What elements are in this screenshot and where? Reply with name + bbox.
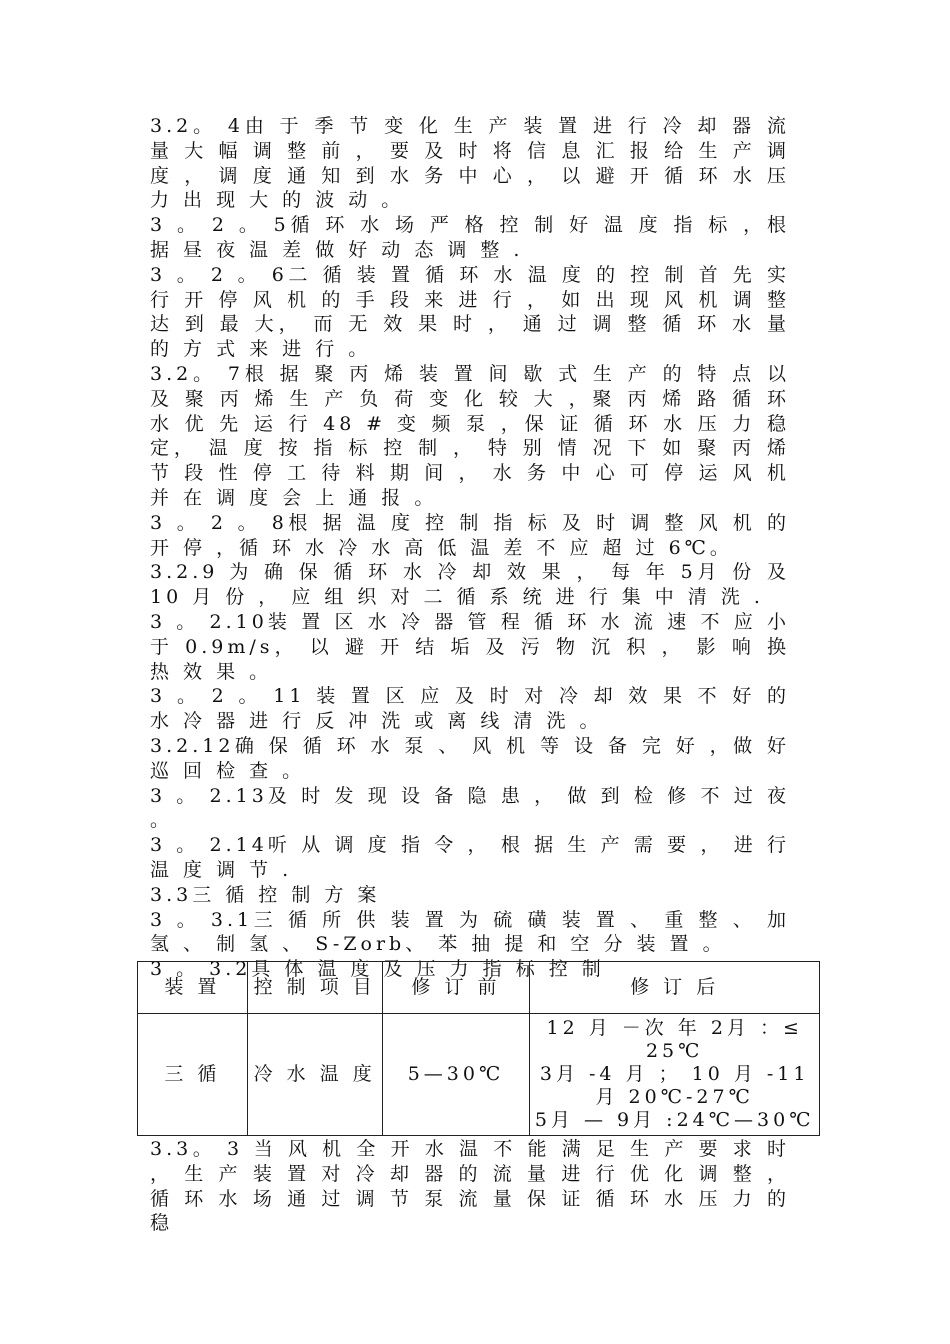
body-text-continued xyxy=(150,1137,801,1236)
header-before-revision: 修 订 前 xyxy=(382,962,530,1014)
paragraph-3-3-3: 3.3。 3 当 风 机 全 开 水 温 不 能 满 足 生 产 要 求 时 ， 生 产 装 置 对 冷 却 器 的 流 量 进 行 优 化 调 整 ， 循 环 水 场 通 过 调 节 泵 流 量 保 证 循 环 水 压 力 的 稳 xyxy=(150,1138,801,1235)
cell-unit: 三 循 xyxy=(138,1014,248,1136)
body-text xyxy=(150,114,801,982)
cell-after-revision xyxy=(530,1014,820,1136)
cell-control-item: 冷 水 温 度 xyxy=(247,1014,382,1136)
paragraph-3-2-12: 3.2.12确 保 循 环 水 泵 、 风 机 等 设 备 完 好 ，做 好 巡 回 检 查 。 xyxy=(150,734,801,782)
after-line-winter: 12 月 －次 年 2月 ：≤ 25℃ xyxy=(546,1017,803,1062)
after-line-spring-autumn: 3月 -4 月 ； 10 月 -11 月 20℃-27℃ xyxy=(539,1063,810,1108)
paragraph-3-2-5: 3 。 2 。 5循 环 水 场 严 格 控 制 好 温 度 指 标 ，根 据 昼 夜 温 差 做 好 动 态 调 整 . xyxy=(150,214,801,261)
paragraph-3-2-13: 3 。 2.13及 时 发 现 设 备 隐 患 ， 做 到 检 修 不 过 夜 。 xyxy=(150,784,801,832)
paragraph-3-2-11: 3 。 2 。 11 装 置 区 应 及 时 对 冷 却 效 果 不 好 的 水 冷 器 进 行 反 冲 洗 或 离 线 清 洗 。 xyxy=(150,685,801,733)
paragraph-3-3-2: 3 。 3.2具 体 温 度 及 压 力 指 标 控 制 xyxy=(150,958,605,981)
after-line-summer: 5月 — 9月 :24℃—30℃ xyxy=(534,1109,815,1131)
paragraph-3-2-9: 3.2.9 为 确 保 循 环 水 冷 却 效 果 ， 每 年 5月 份 及 10 月 份 ， 应 组 织 对 二 循 系 统 进 行 集 中 清 洗 . xyxy=(150,561,801,609)
paragraph-3-2-10: 3 。 2.10装 置 区 水 冷 器 管 程 循 环 水 流 速 不 应 小 于 0.9m/s， 以 避 开 结 垢 及 污 物 沉 积 ， 影 响 换 热 效 果 。 xyxy=(150,610,801,683)
paragraph-3-2-14: 3 。 2.14听 从 调 度 指 令 ， 根 据 生 产 需 要 ， 进 行 温 度 调 节 . xyxy=(150,834,801,881)
section-heading-3-3: 3.3三 循 控 制 方 案 xyxy=(150,883,381,906)
paragraph-3-3-1: 3 。 3.1三 循 所 供 装 置 为 硫 磺 装 置 、 重 整 、 加 氢 、 制 氢 、 S-Zorb、 苯 抽 提 和 空 分 装 置 。 xyxy=(150,908,801,956)
header-unit: 装 置 xyxy=(138,962,248,1014)
paragraph-3-2-7: 3.2。 7根 据 聚 丙 烯 装 置 间 歇 式 生 产 的 特 点 以 及 聚 丙 烯 生 产 负 荷 变 化 较 大 ，聚 丙 烯 路 循 环 水 优 先 运 行 48 # 变 频 泵 ，保 证 循 环 水 压 力 稳 定， 温 度 按 指 标 控 制 ， 特 别 情 况 下 如 聚 丙 烯 节 段 性 停 工 待 料 期 间 ， 水 务 中 心 可 停 运 风 机 并 在 调 度 会 上 通 报 。 xyxy=(150,362,801,509)
temperature-control-table xyxy=(137,961,820,1136)
cell-before-revision: 5—30℃ xyxy=(382,1014,530,1136)
table-row xyxy=(138,1014,820,1136)
header-after-revision: 修 订 后 xyxy=(530,962,820,1014)
paragraph-3-2-4: 3.2。 4由 于 季 节 变 化 生 产 装 置 进 行 冷 却 器 流 量 大 幅 调 整 前 ， 要 及 时 将 信 息 汇 报 给 生 产 调 度 ， 调 度 通 知 到 水 务 中 心 ， 以 避 开 循 环 水 压 力 出 现 大 的 波 动 。 xyxy=(150,115,801,212)
paragraph-3-2-6: 3 。 2 。 6二 循 装 置 循 环 水 温 度 的 控 制 首 先 实 行 开 停 风 机 的 手 段 来 进 行 ， 如 出 现 风 机 调 整 达 到 最 大， 而 无 效 果 时 ， 通 过 调 整 循 环 水 量 的 方 式 来 进 行 。 xyxy=(150,263,801,361)
table-header-row xyxy=(138,962,820,1014)
paragraph-3-2-8: 3 。 2 。 8根 据 温 度 控 制 指 标 及 时 调 整 风 机 的 开 停 ，循 环 水 冷 水 高 低 温 差 不 应 超 过 6℃。 xyxy=(150,511,801,559)
header-control-item: 控 制 项 目 xyxy=(247,962,382,1014)
